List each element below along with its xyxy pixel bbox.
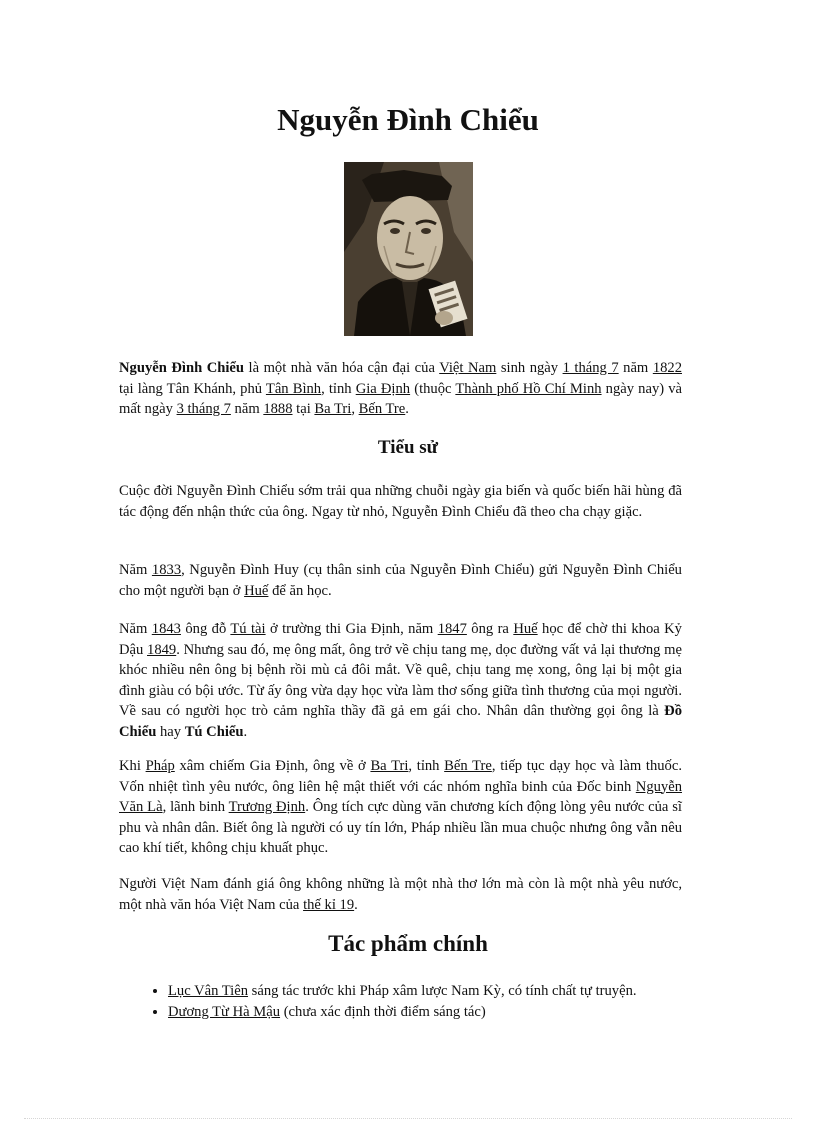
link-tan-binh[interactable]: Tân Bình (265, 380, 322, 397)
link-ho-chi-minh-city[interactable]: Thành phố Hồ Chí Minh (455, 380, 602, 397)
link-1833[interactable]: 1833 (151, 562, 182, 578)
link-1849[interactable]: 1849 (147, 641, 177, 658)
nickname-tu-chieu: Tú Chiểu (184, 723, 244, 740)
link-luc-van-tien[interactable]: Lục Vân Tiên (168, 983, 249, 999)
intro-text-9: tại (292, 401, 315, 417)
link-ben-tre[interactable]: Bến Tre (358, 401, 406, 417)
intro-text-7: ngày nay) và mất ngày (119, 380, 682, 417)
intro-text-1: là một nhà văn hóa cận đại của (244, 360, 440, 376)
bio3-text-3: ở trường thi Gia Định, năm (265, 621, 438, 637)
link-birth-year[interactable]: 1822 (652, 360, 682, 376)
nickname-do-chieu: Đồ Chiểu (119, 703, 682, 740)
link-hue[interactable]: Huế (244, 582, 269, 599)
bio4-text-4: , tiếp tục dạy học và làm thuốc. Vốn nhiệt tình yêu nước, ông liên hệ mật thiết với các nhóm nghĩa binh của Đốc binh (119, 758, 682, 795)
link-birth-date[interactable]: 1 tháng 7 (562, 360, 619, 376)
link-19th-century[interactable]: thế kỉ 19 (303, 896, 355, 913)
intro-text-10: , (351, 401, 359, 417)
bio2-text-2: , Nguyễn Đình Huy (cụ thân sinh của Nguyễn Đình Chiểu) gửi Nguyễn Đình Chiểu cho một người bạn ở (119, 562, 682, 599)
bio5-text-1: Người Việt Nam đánh giá ông không những là một nhà thơ lớn mà còn là một nhà yêu nước, một nhà văn hóa Việt Nam của (119, 876, 682, 913)
bio3-text-6: . Nhưng sau đó, mẹ ông mất, ông trở về chịu tang mẹ, dọc đường vất vả lại thương mẹ khóc nhiều nên ông bị bệnh rồi mù cả đôi mắt. Về quê, chịu tang mẹ xong, ông lại bị một gia đình giàu có bội ước. Từ ấy ông vừa dạy học vừa làm thơ sống giữa tình thương của mọi người. Về sau có người học trò cảm nghĩa thầy đã gả em gái cho. Nhân dân thường gọi ông là (119, 641, 682, 719)
list-item (168, 981, 768, 1002)
biography-paragraph-3 (119, 619, 682, 742)
bio4-text-3: , tỉnh (408, 758, 445, 774)
bio4-text-2: xâm chiếm Gia Định, ông về ở (174, 758, 371, 774)
link-duong-tu-ha-mau[interactable]: Dương Từ Hà Mậu (168, 1003, 281, 1020)
biography-paragraph-5 (119, 874, 682, 915)
bio3-text-4: ông ra (466, 621, 514, 637)
bio4-text-5: , lãnh binh (162, 799, 229, 815)
bio5-text-2: . (354, 896, 358, 913)
intro-text-3: năm (618, 360, 653, 376)
bio3-text-5: học để chờ thi khoa Kỷ Dậu (119, 621, 682, 658)
subject-name: Nguyễn Đình Chiểu (119, 360, 245, 376)
biography-paragraph-4 (119, 756, 682, 859)
work-description: (chưa xác định thời điểm sáng tác) (280, 1003, 486, 1020)
intro-text-11: . (405, 401, 409, 417)
portrait-drawing (344, 162, 473, 336)
intro-paragraph (119, 358, 682, 420)
portrait-image (344, 162, 473, 336)
link-1847[interactable]: 1847 (437, 621, 467, 637)
biography-paragraph-1: Cuộc đời Nguyễn Đình Chiểu sớm trải qua những chuỗi ngày gia biến và quốc biến hãi hùng đã tác động đến nhận thức của ông. Ngay từ nhỏ, Nguyễn Đình Chiểu đã theo cha chạy giặc. (119, 483, 682, 520)
intro-text-4: tại làng Tân Khánh, phủ (119, 380, 266, 397)
link-phap[interactable]: Pháp (145, 758, 175, 774)
bio3-text-1: Năm (119, 621, 152, 637)
works-heading: Tác phẩm chính (328, 931, 488, 956)
work-description: sáng tác trước khi Pháp xâm lược Nam Kỳ, có tính chất tự truyện. (248, 983, 637, 999)
link-ba-tri-2[interactable]: Ba Tri (370, 758, 409, 774)
works-list (119, 981, 768, 1022)
link-truong-dinh[interactable]: Trương Định (228, 799, 306, 815)
intro-text-6: (thuộc (410, 380, 456, 397)
bio2-text-3: để ăn học. (268, 582, 332, 599)
bio4-text-6: . Ông tích cực dùng văn chương kích động lòng yêu nước của sĩ phu và nhân dân. Biết ông là người có uy tín lớn, Pháp nhiều lần mua chuộc nhưng ông vẫn nêu cao khí tiết, không chịu khuất phục. (119, 799, 682, 856)
link-ben-tre-2[interactable]: Bến Tre (444, 758, 492, 774)
link-gia-dinh[interactable]: Gia Định (355, 380, 411, 397)
bio3-text-8: . (243, 723, 248, 740)
page-title: Nguyễn Đình Chiểu (277, 102, 539, 137)
link-tu-tai[interactable]: Tú tài (230, 621, 266, 637)
link-hue-2[interactable]: Huế (513, 621, 538, 637)
link-ba-tri[interactable]: Ba Tri (314, 401, 352, 417)
page-bottom-divider (24, 1118, 792, 1119)
link-1843[interactable]: 1843 (151, 621, 181, 637)
bio4-text-1: Khi (119, 758, 146, 774)
link-nguyen-van-la[interactable]: Nguyễn Văn Là (119, 778, 682, 815)
bio3-text-2: ông đỗ (180, 621, 231, 637)
list-item (168, 1002, 768, 1023)
intro-text-5: , tỉnh (321, 380, 356, 397)
biography-paragraph-2 (119, 560, 682, 601)
intro-text-2: sinh ngày (496, 360, 563, 376)
intro-text-8: năm (230, 401, 264, 417)
bio2-text-1: Năm (119, 562, 152, 578)
biography-heading: Tiểu sử (377, 437, 439, 458)
bio3-text-7: hay (156, 723, 185, 740)
link-death-year[interactable]: 1888 (263, 401, 293, 417)
link-viet-nam[interactable]: Việt Nam (439, 360, 497, 376)
link-death-date[interactable]: 3 tháng 7 (176, 401, 231, 417)
